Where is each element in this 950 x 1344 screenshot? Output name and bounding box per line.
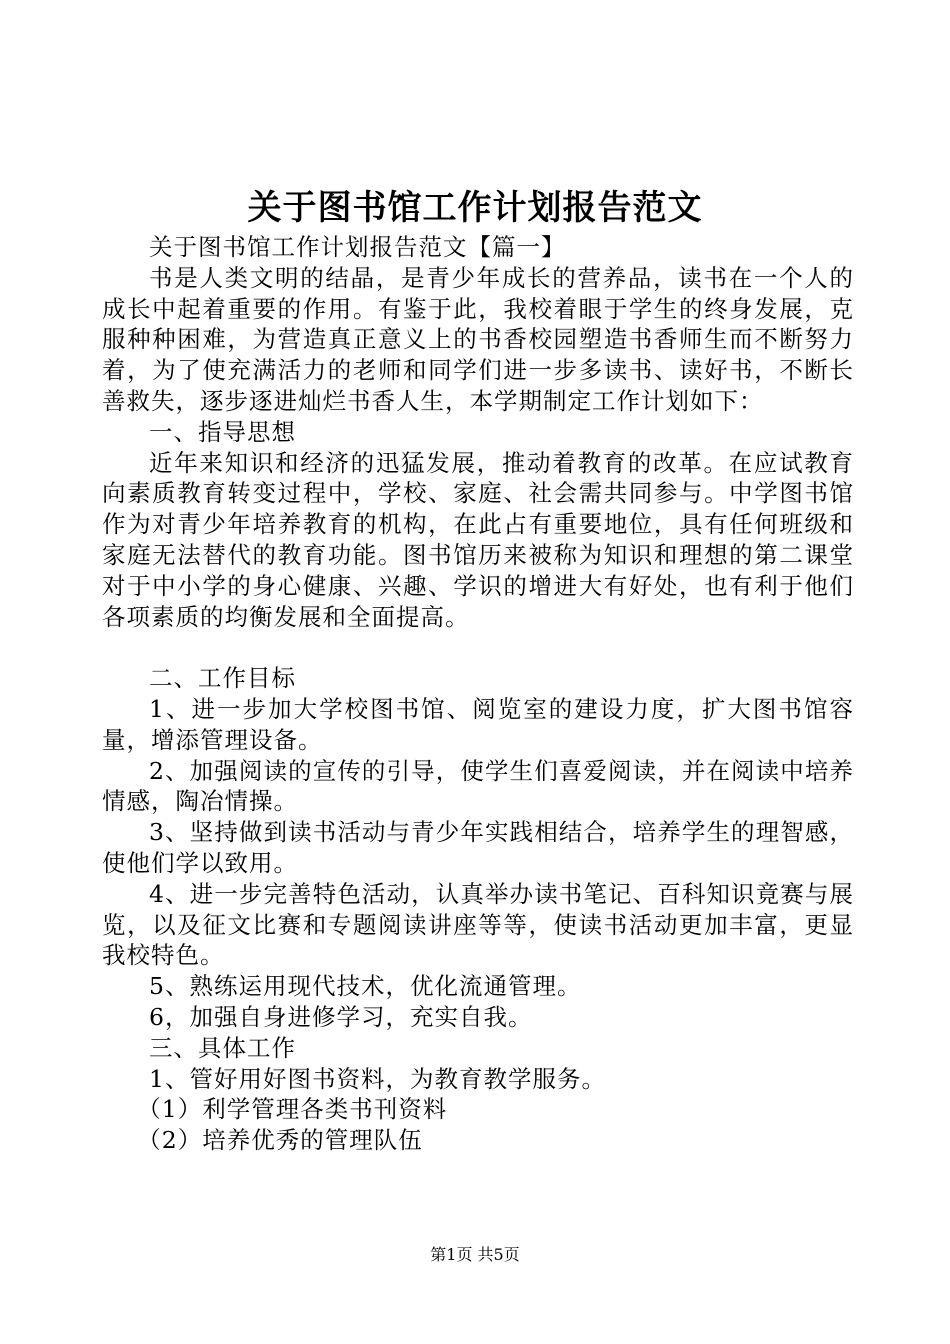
section-heading: 关于图书馆工作计划报告范文【篇一】 (149, 233, 566, 261)
list-item: 1、进一步加大学校图书馆、阅览室的建设力度，扩大图书馆容量，增添管理设备。 (102, 694, 854, 754)
sub-list-item: （2）培养优秀的管理队伍 (137, 1126, 423, 1155)
list-item: 5、熟练运用现代技术，优化流通管理。 (149, 972, 582, 1001)
body-paragraph: 书是人类文明的结晶，是青少年成长的营养品，读书在一个人的成长中起着重要的作用。有鉴于此，我校着眼于学生的终身发展，克服种种困难，为营造真正意义上的书香校园塑造书香师生而不断努力着，为了使充满活力的老师和同学们进一步多读书、读好书，不断长善救失，逐步逐进灿烂书香人生，本学期制定工作计划如下： (102, 263, 854, 415)
section-heading: 二、工作目标 (149, 664, 296, 693)
list-item: 2、加强阅读的宣传的引导，使学生们喜爱阅读，并在阅读中培养情感，陶冶情操。 (102, 756, 854, 816)
list-item: 3、坚持做到读书活动与青少年实践相结合，培养学生的理智感，使他们学以致用。 (102, 818, 854, 877)
body-paragraph: 近年来知识和经济的迅猛发展，推动着教育的改革。在应试教育向素质教育转变过程中，学校、家庭、社会需共同参与。中学图书馆作为对青少年培养教育的机构，在此占有重要地位，具有任何班级和家庭无法替代的教育功能。图书馆历来被称为知识和理想的第二课堂对于中小学的身心健康、兴趣、学识的增进大有好处，也有利于他们各项素质的均衡发展和全面提高。 (102, 448, 854, 631)
section-heading: 三、具体工作 (149, 1033, 296, 1062)
list-item: 4、进一步完善特色活动，认真举办读书笔记、百科知识竟赛与展览，以及征文比赛和专题阅读讲座等等，使读书活动更加丰富，更显我校特色。 (102, 879, 854, 970)
document-title: 关于图书馆工作计划报告范文 (247, 188, 703, 228)
sub-list-item: （1）利学管理各类书刊资料 (137, 1095, 448, 1124)
document-body (102, 232, 854, 1156)
paragraph-spacer (102, 632, 854, 663)
list-item: 1、管好用好图书资料，为教育教学服务。 (149, 1064, 606, 1093)
page-footer: 第1页 共5页 (430, 1245, 520, 1264)
section-heading: 一、指导思想 (149, 417, 296, 446)
list-item: 6，加强自身进修学习，充实自我。 (149, 1002, 533, 1031)
